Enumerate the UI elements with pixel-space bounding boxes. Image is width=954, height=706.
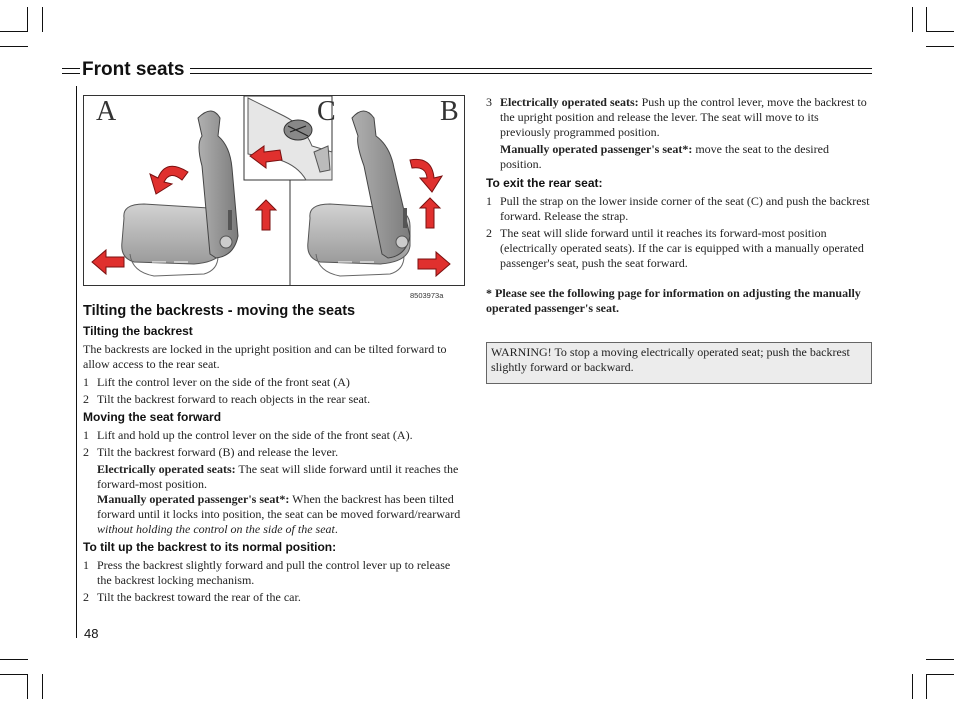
crop-mark xyxy=(926,31,954,32)
list-item: 1 Pull the strap on the lower inside corner of the seat (C) and push the backrest forward. Release the strap. xyxy=(486,194,870,223)
crop-mark xyxy=(27,674,28,699)
list-item: 2 Tilt the backrest forward (B) and release the lever. xyxy=(83,445,339,459)
panel-label-c: C xyxy=(317,96,336,127)
list-item: 1 Lift the control lever on the side of the front seat (A) xyxy=(83,375,350,389)
right-column xyxy=(486,95,872,384)
list-item: 1 Lift and hold up the control lever on the side of the front seat (A). xyxy=(83,428,413,442)
manual-seat-note: Manually operated passenger's seat*: move the seat to the desired position. xyxy=(500,142,829,171)
header-rule-left xyxy=(62,68,80,74)
crop-mark xyxy=(912,7,913,32)
crop-mark xyxy=(926,7,927,32)
page-number: 48 xyxy=(84,626,99,641)
subheading-moving: Moving the seat forward xyxy=(83,410,222,424)
panel-label-a: A xyxy=(96,96,117,127)
figure-code: 8503973a xyxy=(410,291,444,300)
subheading-exit: To exit the rear seat: xyxy=(486,176,603,190)
panel-label-b: B xyxy=(440,96,459,127)
crop-mark xyxy=(0,31,28,32)
list-item: 2 The seat will slide forward until it reaches its forward-most position (electrically operated seats). If the car is equipped with a manually operated passenger's seat, push the seat forward. xyxy=(486,226,864,270)
left-column xyxy=(83,303,466,607)
header-rule-right xyxy=(190,68,872,74)
list-item: 2 Tilt the backrest forward to reach objects in the rear seat. xyxy=(83,392,371,406)
warning-box: WARNING! To stop a moving electrically operated seat; push the backrest slightly forward or backward. xyxy=(486,342,872,384)
subheading-tilting: Tilting the backrest xyxy=(83,324,193,338)
seat-illustration-svg xyxy=(84,96,464,285)
seat-illustration xyxy=(83,95,465,286)
crop-mark xyxy=(926,46,954,47)
list-item: 2 Tilt the backrest toward the rear of the car. xyxy=(83,590,301,604)
section-heading: Tilting the backrests - moving the seats xyxy=(83,303,356,319)
manual-seat-note: Manually operated passenger's seat*: When the backrest has been tilted forward until it locks into position, the seat can be moved forward/rearward without holding the control on the side of the seat. xyxy=(97,492,461,536)
crop-mark xyxy=(42,7,43,32)
crop-mark xyxy=(926,659,954,660)
crop-mark xyxy=(926,674,954,675)
crop-mark xyxy=(42,674,43,699)
footnote: * Please see the following page for information on adjusting the manually operated passenger's seat. xyxy=(486,286,861,315)
crop-mark xyxy=(0,659,28,660)
crop-mark xyxy=(912,674,913,699)
crop-mark xyxy=(0,46,28,47)
subheading-tilt-up: To tilt up the backrest to its normal position: xyxy=(83,540,337,554)
crop-mark xyxy=(27,7,28,32)
page-title: Front seats xyxy=(82,59,185,80)
list-item: 1 Press the backrest slightly forward and pull the control lever up to release the backrest locking mechanism. xyxy=(83,558,451,587)
margin-rule xyxy=(76,86,77,638)
list-item: 3 Electrically operated seats: Push up the control lever, move the backrest to the upright position and release the lever. The seat will move to its previously programmed position. xyxy=(486,95,867,139)
crop-mark xyxy=(0,674,28,675)
tilting-intro: The backrests are locked in the upright position and can be tilted forward to allow access to the rear seat. xyxy=(83,342,447,371)
seat-a xyxy=(122,111,238,276)
electric-seat-note: Electrically operated seats: The seat will slide forward until it reaches the forward-most position. xyxy=(97,462,459,491)
page-header xyxy=(62,60,872,84)
crop-mark xyxy=(926,674,927,699)
